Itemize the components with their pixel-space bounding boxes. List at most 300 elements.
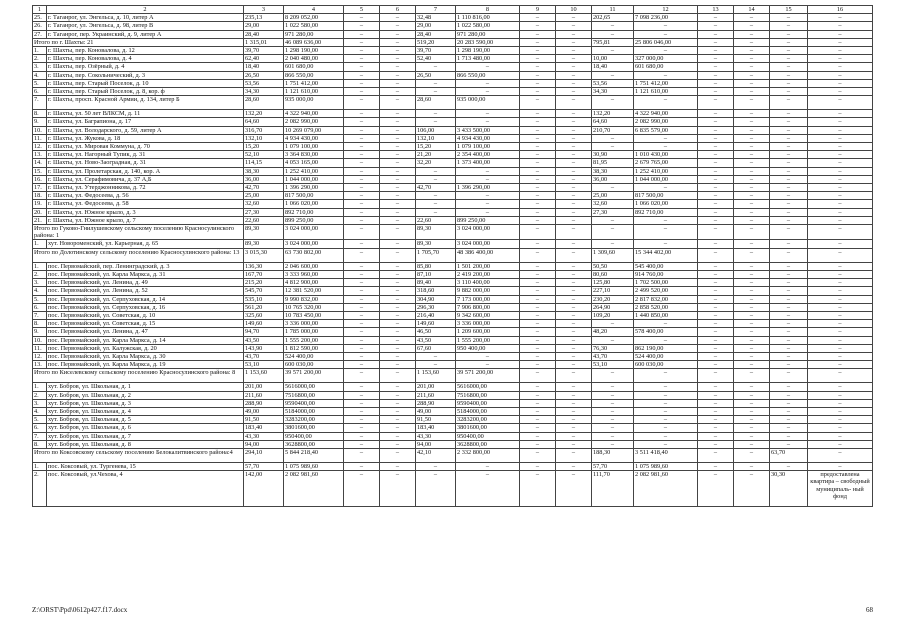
value-cell: 325,60 — [244, 311, 284, 319]
value-cell: – — [416, 88, 456, 96]
address-cell: хут. Бобров, ул. Школьная, д. 1 — [47, 383, 244, 391]
value-cell: – — [380, 88, 416, 96]
value-cell: – — [634, 391, 698, 399]
value-cell: – — [556, 448, 592, 462]
value-cell: 1 396 290,00 — [456, 184, 520, 192]
value-cell: – — [520, 216, 556, 224]
value-cell: – — [592, 30, 634, 38]
value-cell: – — [734, 303, 770, 311]
value-cell: 1 121 610,00 — [634, 88, 698, 96]
value-cell: – — [770, 270, 808, 278]
value-cell: – — [556, 110, 592, 118]
value-cell: – — [770, 30, 808, 38]
value-cell: – — [344, 240, 380, 248]
value-cell: – — [344, 225, 380, 240]
value-cell: – — [380, 200, 416, 208]
value-cell: 1 044 000,00 — [284, 175, 344, 183]
table-row — [33, 303, 873, 311]
value-cell: – — [770, 118, 808, 126]
value-cell: 1 079 100,00 — [456, 143, 520, 151]
value-cell: 183,40 — [416, 424, 456, 432]
value-cell: – — [734, 262, 770, 270]
value-cell: – — [416, 79, 456, 87]
value-cell: 296,30 — [416, 303, 456, 311]
row-number: 8. — [33, 440, 47, 448]
value-cell: – — [734, 383, 770, 391]
value-cell: – — [770, 407, 808, 415]
value-cell: – — [634, 22, 698, 30]
value-cell: – — [344, 88, 380, 96]
value-cell: – — [380, 361, 416, 369]
value-cell: – — [520, 352, 556, 360]
value-cell: 28,60 — [416, 96, 456, 110]
value-cell: 67,60 — [416, 344, 456, 352]
value-cell: 22,60 — [416, 216, 456, 224]
value-cell: 20 283 590,00 — [456, 38, 520, 46]
value-cell: – — [808, 55, 873, 63]
value-cell: – — [770, 303, 808, 311]
value-cell: – — [556, 432, 592, 440]
value-cell: – — [380, 416, 416, 424]
value-cell: – — [520, 30, 556, 38]
value-cell: 94,00 — [244, 440, 284, 448]
value-cell: – — [556, 462, 592, 470]
value-cell: – — [770, 175, 808, 183]
value-cell: – — [770, 71, 808, 79]
value-cell: – — [520, 240, 556, 248]
value-cell: 53,56 — [244, 79, 284, 87]
value-cell: – — [698, 383, 734, 391]
value-cell: 561,20 — [244, 303, 284, 311]
address-cell: хут. Бобров, ул. Школьная, д. 4 — [47, 407, 244, 415]
value-cell: 201,00 — [416, 383, 456, 391]
value-cell: – — [380, 159, 416, 167]
value-cell: 288,90 — [244, 399, 284, 407]
value-cell: 3 110 400,00 — [456, 279, 520, 287]
value-cell: 89,30 — [416, 225, 456, 240]
value-cell: – — [770, 311, 808, 319]
address-cell: г. Шахты, пер. Озёрный, д. 4 — [47, 63, 244, 71]
value-cell: 1 705,70 — [416, 248, 456, 262]
value-cell: – — [520, 328, 556, 336]
value-cell: 8 209 052,00 — [284, 14, 344, 22]
value-cell: – — [344, 151, 380, 159]
value-cell: – — [592, 369, 634, 383]
value-cell: – — [734, 240, 770, 248]
value-cell: 85,80 — [416, 262, 456, 270]
value-cell: – — [698, 440, 734, 448]
value-cell: 524 400,00 — [284, 352, 344, 360]
value-cell: – — [698, 407, 734, 415]
value-cell: – — [698, 143, 734, 151]
value-cell: – — [416, 192, 456, 200]
value-cell: 48,20 — [592, 328, 634, 336]
value-cell: – — [520, 151, 556, 159]
value-cell: – — [634, 143, 698, 151]
value-cell: 327 000,00 — [634, 55, 698, 63]
value-cell: 935 000,00 — [456, 96, 520, 110]
value-cell: – — [520, 71, 556, 79]
value-cell: 1 751 412,00 — [634, 79, 698, 87]
value-cell: 9590400,00 — [284, 399, 344, 407]
value-cell: 106,00 — [416, 126, 456, 134]
value-cell: – — [520, 175, 556, 183]
row-number: 27. — [33, 30, 47, 38]
value-cell: 201,00 — [244, 383, 284, 391]
value-cell: – — [344, 311, 380, 319]
value-cell: – — [698, 192, 734, 200]
value-cell: – — [734, 336, 770, 344]
value-cell: – — [734, 192, 770, 200]
value-cell: 535,10 — [244, 295, 284, 303]
table-row — [33, 134, 873, 142]
value-cell: – — [456, 200, 520, 208]
value-cell: – — [698, 352, 734, 360]
value-cell: 1 022 580,00 — [456, 22, 520, 30]
value-cell: – — [556, 143, 592, 151]
value-cell: – — [556, 30, 592, 38]
value-cell: – — [770, 38, 808, 46]
value-cell: 2 817 832,00 — [634, 295, 698, 303]
value-cell: – — [770, 462, 808, 470]
value-cell: – — [380, 440, 416, 448]
value-cell: – — [698, 225, 734, 240]
value-cell: 3801600,00 — [456, 424, 520, 432]
value-cell: – — [344, 295, 380, 303]
value-cell: – — [344, 71, 380, 79]
value-cell: – — [808, 320, 873, 328]
value-cell: 914 760,00 — [634, 270, 698, 278]
value-cell: 64,60 — [244, 118, 284, 126]
value-cell: 36,00 — [244, 175, 284, 183]
value-cell: – — [698, 175, 734, 183]
value-cell: 10 783 450,00 — [284, 311, 344, 319]
value-cell: – — [808, 432, 873, 440]
value-cell: – — [556, 295, 592, 303]
address-cell: г. Шахты, пер. Коновалова, д. 12 — [47, 47, 244, 55]
value-cell: – — [456, 352, 520, 360]
row-number: 4. — [33, 287, 47, 295]
value-cell: – — [380, 270, 416, 278]
value-cell: – — [380, 47, 416, 55]
value-cell: – — [808, 448, 873, 462]
subtotal-label: Итого по Киселевскому сельскому поселению Красносулинского района: 8 — [33, 369, 244, 383]
address-cell: г. Шахты, ул. Южное крыло, д. 7 — [47, 216, 244, 224]
address-cell: г. Шахты, ул. Пролетарская, д. 140, кор. А — [47, 167, 244, 175]
value-cell: – — [556, 22, 592, 30]
value-cell: 3801600,00 — [284, 424, 344, 432]
value-cell: 3 433 500,00 — [456, 126, 520, 134]
value-cell: 39 571 200,00 — [456, 369, 520, 383]
table-row — [33, 143, 873, 151]
row-number: 25. — [33, 14, 47, 22]
value-cell: 202,65 — [592, 14, 634, 22]
value-cell: 46,50 — [416, 328, 456, 336]
value-cell: – — [734, 96, 770, 110]
value-cell: – — [808, 416, 873, 424]
value-cell: 132,10 — [416, 134, 456, 142]
value-cell: 601 680,00 — [634, 63, 698, 71]
value-cell: – — [556, 167, 592, 175]
value-cell: – — [808, 270, 873, 278]
table-row — [33, 88, 873, 96]
column-number-cell: 10 — [556, 6, 592, 14]
row-number: 13. — [33, 361, 47, 369]
value-cell: – — [770, 96, 808, 110]
value-cell: – — [698, 134, 734, 142]
value-cell: – — [734, 30, 770, 38]
value-cell: – — [520, 262, 556, 270]
column-number-cell: 2 — [47, 6, 244, 14]
table-row — [33, 216, 873, 224]
value-cell: – — [698, 71, 734, 79]
table-row — [33, 462, 873, 470]
value-cell: – — [592, 407, 634, 415]
value-cell: – — [520, 383, 556, 391]
value-cell: – — [734, 88, 770, 96]
table-row — [33, 240, 873, 248]
value-cell: – — [770, 79, 808, 87]
row-number: 12. — [33, 352, 47, 360]
value-cell: – — [734, 175, 770, 183]
value-cell: 1 252 410,00 — [284, 167, 344, 175]
value-cell: – — [344, 208, 380, 216]
value-cell: – — [380, 22, 416, 30]
row-number: 5. — [33, 295, 47, 303]
value-cell: – — [698, 262, 734, 270]
value-cell: – — [380, 336, 416, 344]
table-row — [33, 311, 873, 319]
value-cell: – — [808, 336, 873, 344]
value-cell: – — [698, 200, 734, 208]
value-cell: 12 381 520,00 — [284, 287, 344, 295]
value-cell: 1 066 020,00 — [284, 200, 344, 208]
value-cell: – — [344, 448, 380, 462]
value-cell: 545,70 — [244, 287, 284, 295]
value-cell: – — [770, 151, 808, 159]
value-cell: – — [592, 416, 634, 424]
column-number-cell: 16 — [808, 6, 873, 14]
value-cell: – — [520, 110, 556, 118]
value-cell: – — [556, 352, 592, 360]
value-cell: 32,60 — [592, 200, 634, 208]
value-cell: – — [380, 448, 416, 462]
value-cell: – — [698, 336, 734, 344]
value-cell: – — [380, 175, 416, 183]
value-cell: – — [698, 399, 734, 407]
value-cell: – — [808, 192, 873, 200]
value-cell: 7516800,00 — [284, 391, 344, 399]
value-cell: – — [698, 295, 734, 303]
value-cell: – — [344, 192, 380, 200]
address-cell: пос. Первомайский, ул. Карла Маркса, д. 14 — [47, 336, 244, 344]
address-cell: г. Шахты, ул. Жукова, д. 18 — [47, 134, 244, 142]
value-cell: предоставлена квартира – свободный муниципаль- ный фонд — [808, 471, 873, 507]
value-cell: 29,00 — [416, 22, 456, 30]
value-cell: – — [556, 225, 592, 240]
value-cell: – — [520, 344, 556, 352]
value-cell: – — [344, 63, 380, 71]
value-cell: 39,70 — [416, 47, 456, 55]
value-cell: – — [380, 184, 416, 192]
value-cell: – — [770, 262, 808, 270]
table-row — [33, 295, 873, 303]
value-cell: – — [456, 88, 520, 96]
value-cell: 1 501 200,00 — [456, 262, 520, 270]
value-cell: – — [770, 192, 808, 200]
value-cell: 227,10 — [592, 287, 634, 295]
value-cell: – — [556, 208, 592, 216]
table-row — [33, 344, 873, 352]
value-cell: – — [344, 167, 380, 175]
value-cell: 15 344 402,00 — [634, 248, 698, 262]
value-cell: – — [592, 134, 634, 142]
row-number: 3. — [33, 399, 47, 407]
value-cell: 6 835 579,00 — [634, 126, 698, 134]
value-cell: 25,00 — [592, 192, 634, 200]
value-cell: – — [808, 159, 873, 167]
value-cell: – — [698, 216, 734, 224]
value-cell: 25,00 — [244, 192, 284, 200]
value-cell: – — [808, 344, 873, 352]
table-row — [33, 151, 873, 159]
value-cell: 10 269 079,00 — [284, 126, 344, 134]
value-cell: – — [734, 225, 770, 240]
table-row — [33, 399, 873, 407]
value-cell: – — [634, 399, 698, 407]
address-cell: пос. Коксовый, ул.Чехова, 4 — [47, 471, 244, 507]
value-cell: 1 298 190,00 — [284, 47, 344, 55]
value-cell: – — [520, 200, 556, 208]
value-cell: 80,60 — [592, 270, 634, 278]
row-number: 6. — [33, 303, 47, 311]
value-cell: – — [634, 134, 698, 142]
value-cell: 53,56 — [592, 79, 634, 87]
value-cell: – — [520, 391, 556, 399]
value-cell: – — [770, 159, 808, 167]
value-cell: 866 550,00 — [284, 71, 344, 79]
value-cell: – — [770, 167, 808, 175]
value-cell: – — [698, 416, 734, 424]
value-cell: – — [634, 416, 698, 424]
value-cell: 9 342 600,00 — [456, 311, 520, 319]
file-path: Z:\ORST\Ppd\0612p427.f17.docx — [32, 606, 128, 614]
value-cell: 950400,00 — [284, 432, 344, 440]
address-cell: пос. Первомайский, ул. Советская, д. 10 — [47, 311, 244, 319]
value-cell: – — [344, 79, 380, 87]
value-cell: – — [416, 352, 456, 360]
value-cell: 899 250,00 — [456, 216, 520, 224]
value-cell: – — [344, 440, 380, 448]
value-cell: 235,13 — [244, 14, 284, 22]
table-row — [33, 328, 873, 336]
value-cell: 43,50 — [244, 336, 284, 344]
value-cell: 52,40 — [416, 55, 456, 63]
value-cell: 1 079 100,00 — [284, 143, 344, 151]
value-cell: – — [592, 240, 634, 248]
value-cell: 2 082 990,00 — [284, 118, 344, 126]
value-cell: – — [698, 55, 734, 63]
row-number: 3. — [33, 63, 47, 71]
row-number: 1. — [33, 240, 47, 248]
value-cell: 142,00 — [244, 471, 284, 507]
value-cell: 38,30 — [592, 167, 634, 175]
value-cell: – — [634, 440, 698, 448]
value-cell: – — [808, 167, 873, 175]
value-cell: – — [808, 118, 873, 126]
row-number: 16. — [33, 175, 47, 183]
value-cell: 7 906 800,00 — [456, 303, 520, 311]
subtotal-label: Итого по Долотинскому сельскому поселению Красносулинского района: 13 — [33, 248, 244, 262]
value-cell: – — [520, 208, 556, 216]
value-cell: – — [556, 416, 592, 424]
value-cell: – — [734, 287, 770, 295]
table-row — [33, 320, 873, 328]
value-cell: 3 015,30 — [244, 248, 284, 262]
table-row — [33, 71, 873, 79]
value-cell: 3628800,00 — [456, 440, 520, 448]
value-cell: – — [380, 225, 416, 240]
value-cell: – — [634, 184, 698, 192]
value-cell: – — [380, 383, 416, 391]
value-cell: 89,30 — [416, 240, 456, 248]
value-cell: – — [380, 287, 416, 295]
address-cell: хут. Бобров, ул. Школьная, д. 3 — [47, 399, 244, 407]
value-cell: – — [416, 63, 456, 71]
address-cell: г. Шахты, пер. Сокольнический, д. 3 — [47, 71, 244, 79]
row-number: 1. — [33, 47, 47, 55]
address-cell: пос. Первомайский, ул. Серпуховская, д. 16 — [47, 303, 244, 311]
value-cell: – — [698, 320, 734, 328]
value-cell: 1 066 020,00 — [634, 200, 698, 208]
value-cell: – — [520, 311, 556, 319]
value-cell: 3 336 000,00 — [456, 320, 520, 328]
value-cell: 89,30 — [244, 240, 284, 248]
value-cell: 600 030,00 — [284, 361, 344, 369]
value-cell: – — [556, 320, 592, 328]
value-cell: 1 298 190,00 — [456, 47, 520, 55]
value-cell: – — [380, 399, 416, 407]
value-cell: – — [344, 110, 380, 118]
value-cell: – — [734, 440, 770, 448]
value-cell: 3628800,00 — [284, 440, 344, 448]
row-number: 13. — [33, 151, 47, 159]
value-cell: 63,70 — [770, 448, 808, 462]
address-cell: г. Шахты, ул. Ново-Заоградная, д. 31 — [47, 159, 244, 167]
value-cell: – — [734, 361, 770, 369]
value-cell: – — [770, 440, 808, 448]
value-cell: – — [734, 126, 770, 134]
value-cell: – — [734, 151, 770, 159]
address-cell: хут. Бобров, ул. Школьная, д. 7 — [47, 432, 244, 440]
row-number: 6. — [33, 424, 47, 432]
value-cell: 1 209 600,00 — [456, 328, 520, 336]
value-cell: – — [592, 336, 634, 344]
value-cell: – — [520, 279, 556, 287]
value-cell: 10,00 — [592, 55, 634, 63]
value-cell: 39,70 — [244, 47, 284, 55]
value-cell: 43,30 — [416, 432, 456, 440]
value-cell: 43,70 — [244, 352, 284, 360]
value-cell: 3283200,00 — [456, 416, 520, 424]
value-cell: – — [808, 134, 873, 142]
row-number: 4. — [33, 407, 47, 415]
value-cell: – — [592, 320, 634, 328]
table-row — [33, 471, 873, 507]
value-cell: 2 858 520,00 — [634, 303, 698, 311]
value-cell: – — [520, 118, 556, 126]
value-cell: – — [344, 118, 380, 126]
